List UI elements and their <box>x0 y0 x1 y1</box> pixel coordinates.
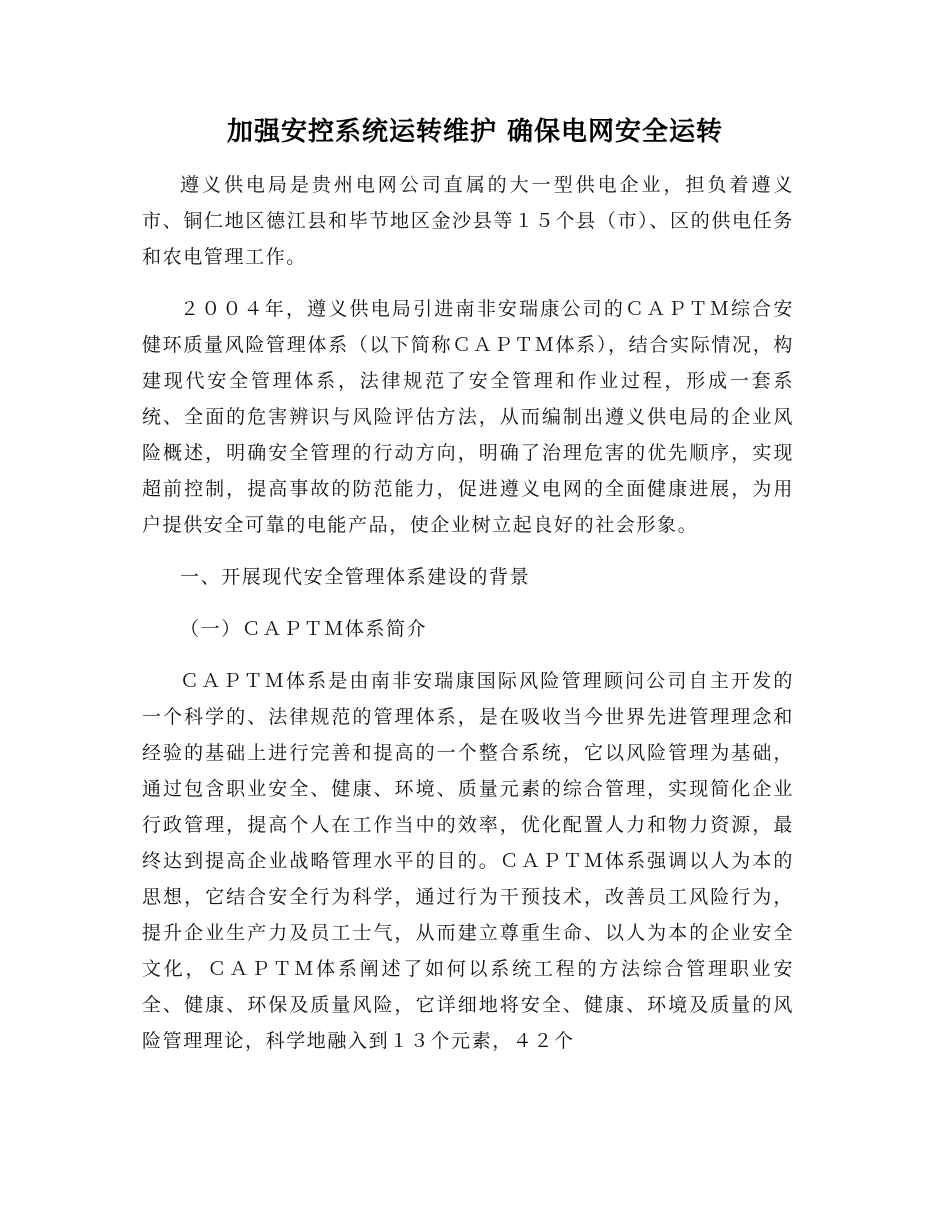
subsection-heading: （一）ＣＡＰＴＭ体系简介 <box>180 618 428 640</box>
paragraph-captm-adoption: ２００４年，遵义供电局引进南非安瑞康公司的ＣＡＰＴＭ综合安健环质量风险管理体系（以下简称ＣＡＰＴＭ体系），结合实际情况，构建现代安全管理体系，法律规范了安全管理和作业过程，形成一套系统、全面的危害辨识与风险评估方法，从而编制出遵义供电局的企业风险概述，明确安全管理的行动方向，明确了治理危害的优先顺序，实现超前控制，提高事故的防范能力，促进遵义电网的全面健康进展，为用户提供安全可靠的电能产品，使企业树立起良好的社会形象。 <box>142 298 794 536</box>
document-body <box>142 167 794 1075</box>
section-heading: 一、开展现代安全管理体系建设的背景 <box>180 566 531 588</box>
document-title: 加强安控系统运转维护 确保电网安全运转 <box>226 117 724 147</box>
paragraph-intro: 遵义供电局是贵州电网公司直属的大一型供电企业，担负着遵义市、铜仁地区德江县和毕节地区金沙县等１５个县（市）、区的供电任务和农电管理工作。 <box>142 174 794 268</box>
paragraph-captm-intro: ＣＡＰＴＭ体系是由南非安瑞康国际风险管理顾问公司自主开发的一个科学的、法律规范的管理体系，是在吸收当今世界先进管理理念和经验的基础上进行完善和提高的一个整合系统，它以风险管理为基础，通过包含职业安全、健康、环境、质量元素的综合管理，实现简化企业行政管理，提高个人在工作当中的效率，优化配置人力和物力资源，最终达到提高企业战略管理水平的目的。ＣＡＰＴＭ体系强调以人为本的思想，它结合安全行为科学，通过行为干预技术，改善员工风险行为，提升企业生产力及员工士气，从而建立尊重生命、以人为本的企业安全文化，ＣＡＰＴＭ体系阐述了如何以系统工程的方法综合管理职业安全、健康、环保及质量风险，它详细地将安全、健康、环境及质量的风险管理理论，科学地融入到１３个元素，４２个 <box>142 670 794 1052</box>
